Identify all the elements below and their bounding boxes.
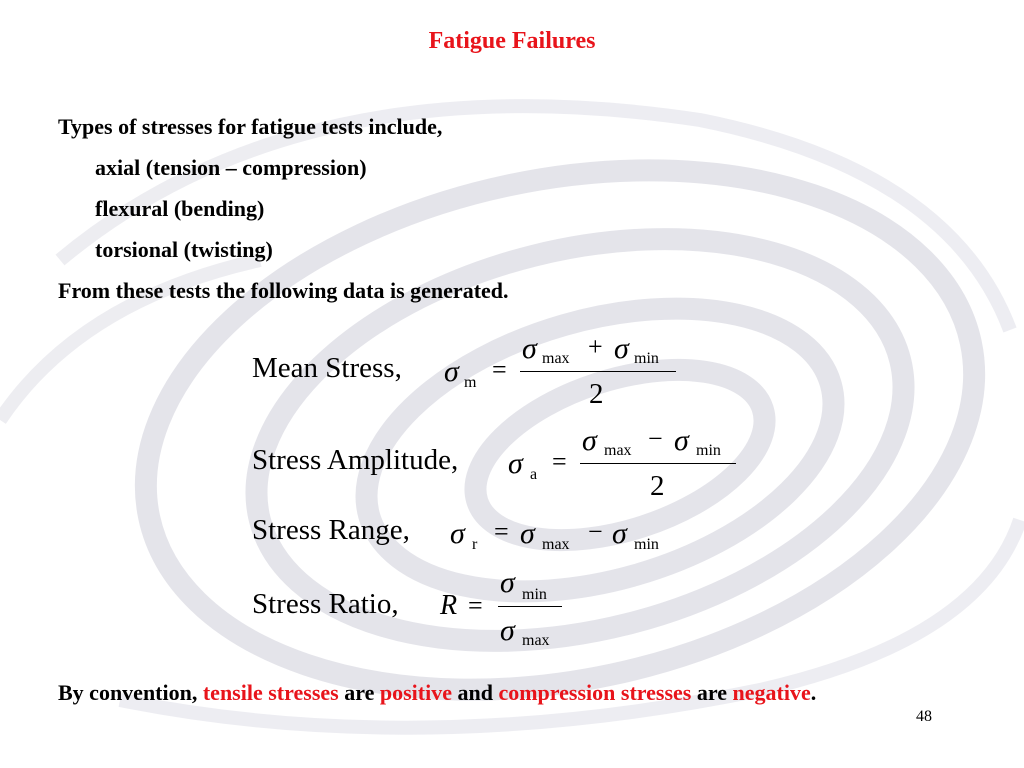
ratio-symbol-r: R bbox=[440, 590, 458, 621]
plus-operator: + bbox=[588, 332, 603, 361]
highlight-compression-stresses: compression stresses bbox=[498, 680, 692, 705]
footer-text: are bbox=[344, 680, 375, 705]
stress-amplitude-label: Stress Amplitude, bbox=[252, 444, 459, 476]
subscript-max: max bbox=[542, 536, 570, 553]
sigma-symbol: σ bbox=[614, 332, 629, 365]
numerator-subscript-min: min bbox=[696, 442, 721, 459]
stress-type-axial: axial (tension – compression) bbox=[95, 155, 367, 180]
numerator-subscript-min: min bbox=[522, 586, 547, 603]
fraction-bar bbox=[520, 371, 676, 372]
footer-text: By convention, bbox=[58, 680, 198, 705]
stress-ratio-label: Stress Ratio, bbox=[252, 588, 399, 620]
denominator: 2 bbox=[589, 378, 604, 410]
footer-text: are bbox=[696, 680, 728, 705]
numerator-subscript-max: max bbox=[604, 442, 632, 459]
intro-text: Types of stresses for fatigue tests include, bbox=[58, 114, 443, 139]
page-number: 48 bbox=[916, 708, 932, 725]
equals-sign: = bbox=[492, 355, 507, 384]
sigma-symbol: σ bbox=[444, 355, 459, 388]
mean-stress-label: Mean Stress, bbox=[252, 352, 402, 384]
denominator-subscript-max: max bbox=[522, 632, 550, 649]
lhs-subscript: r bbox=[472, 536, 478, 553]
numerator-subscript-max: max bbox=[542, 350, 570, 367]
equals-sign: = bbox=[494, 517, 509, 546]
lhs-subscript: m bbox=[464, 374, 477, 391]
sigma-symbol: σ bbox=[522, 332, 537, 365]
highlight-tensile-stresses: tensile stresses bbox=[202, 680, 339, 705]
highlight-negative: negative bbox=[732, 680, 811, 705]
stress-type-torsional: torsional (twisting) bbox=[95, 237, 273, 262]
subscript-min: min bbox=[634, 536, 659, 553]
stress-range-label: Stress Range, bbox=[252, 514, 410, 546]
stress-types-block bbox=[58, 112, 509, 317]
sigma-symbol: σ bbox=[500, 566, 515, 599]
minus-operator: − bbox=[648, 424, 663, 453]
sigma-symbol: σ bbox=[582, 424, 597, 457]
numerator-subscript-min: min bbox=[634, 350, 659, 367]
lhs-subscript: a bbox=[530, 466, 538, 483]
stress-type-flexural: flexural (bending) bbox=[95, 196, 265, 221]
sigma-symbol: σ bbox=[612, 517, 627, 550]
footer-text: and bbox=[457, 680, 493, 705]
sigma-symbol: σ bbox=[508, 447, 523, 480]
equals-sign: = bbox=[468, 591, 483, 620]
footer-period: . bbox=[810, 680, 817, 705]
sigma-symbol: σ bbox=[520, 517, 535, 550]
sigma-symbol: σ bbox=[674, 424, 689, 457]
sigma-symbol: σ bbox=[500, 614, 515, 647]
fraction-bar bbox=[580, 463, 736, 464]
data-generated-text: From these tests the following data is generated. bbox=[58, 278, 509, 303]
highlight-positive: positive bbox=[379, 680, 452, 705]
fraction-bar bbox=[498, 606, 562, 607]
minus-operator: − bbox=[588, 517, 603, 546]
equals-sign: = bbox=[552, 447, 567, 476]
convention-note bbox=[58, 676, 938, 709]
slide-title: Fatigue Failures bbox=[428, 28, 596, 54]
denominator: 2 bbox=[650, 470, 665, 502]
sigma-symbol: σ bbox=[450, 517, 465, 550]
